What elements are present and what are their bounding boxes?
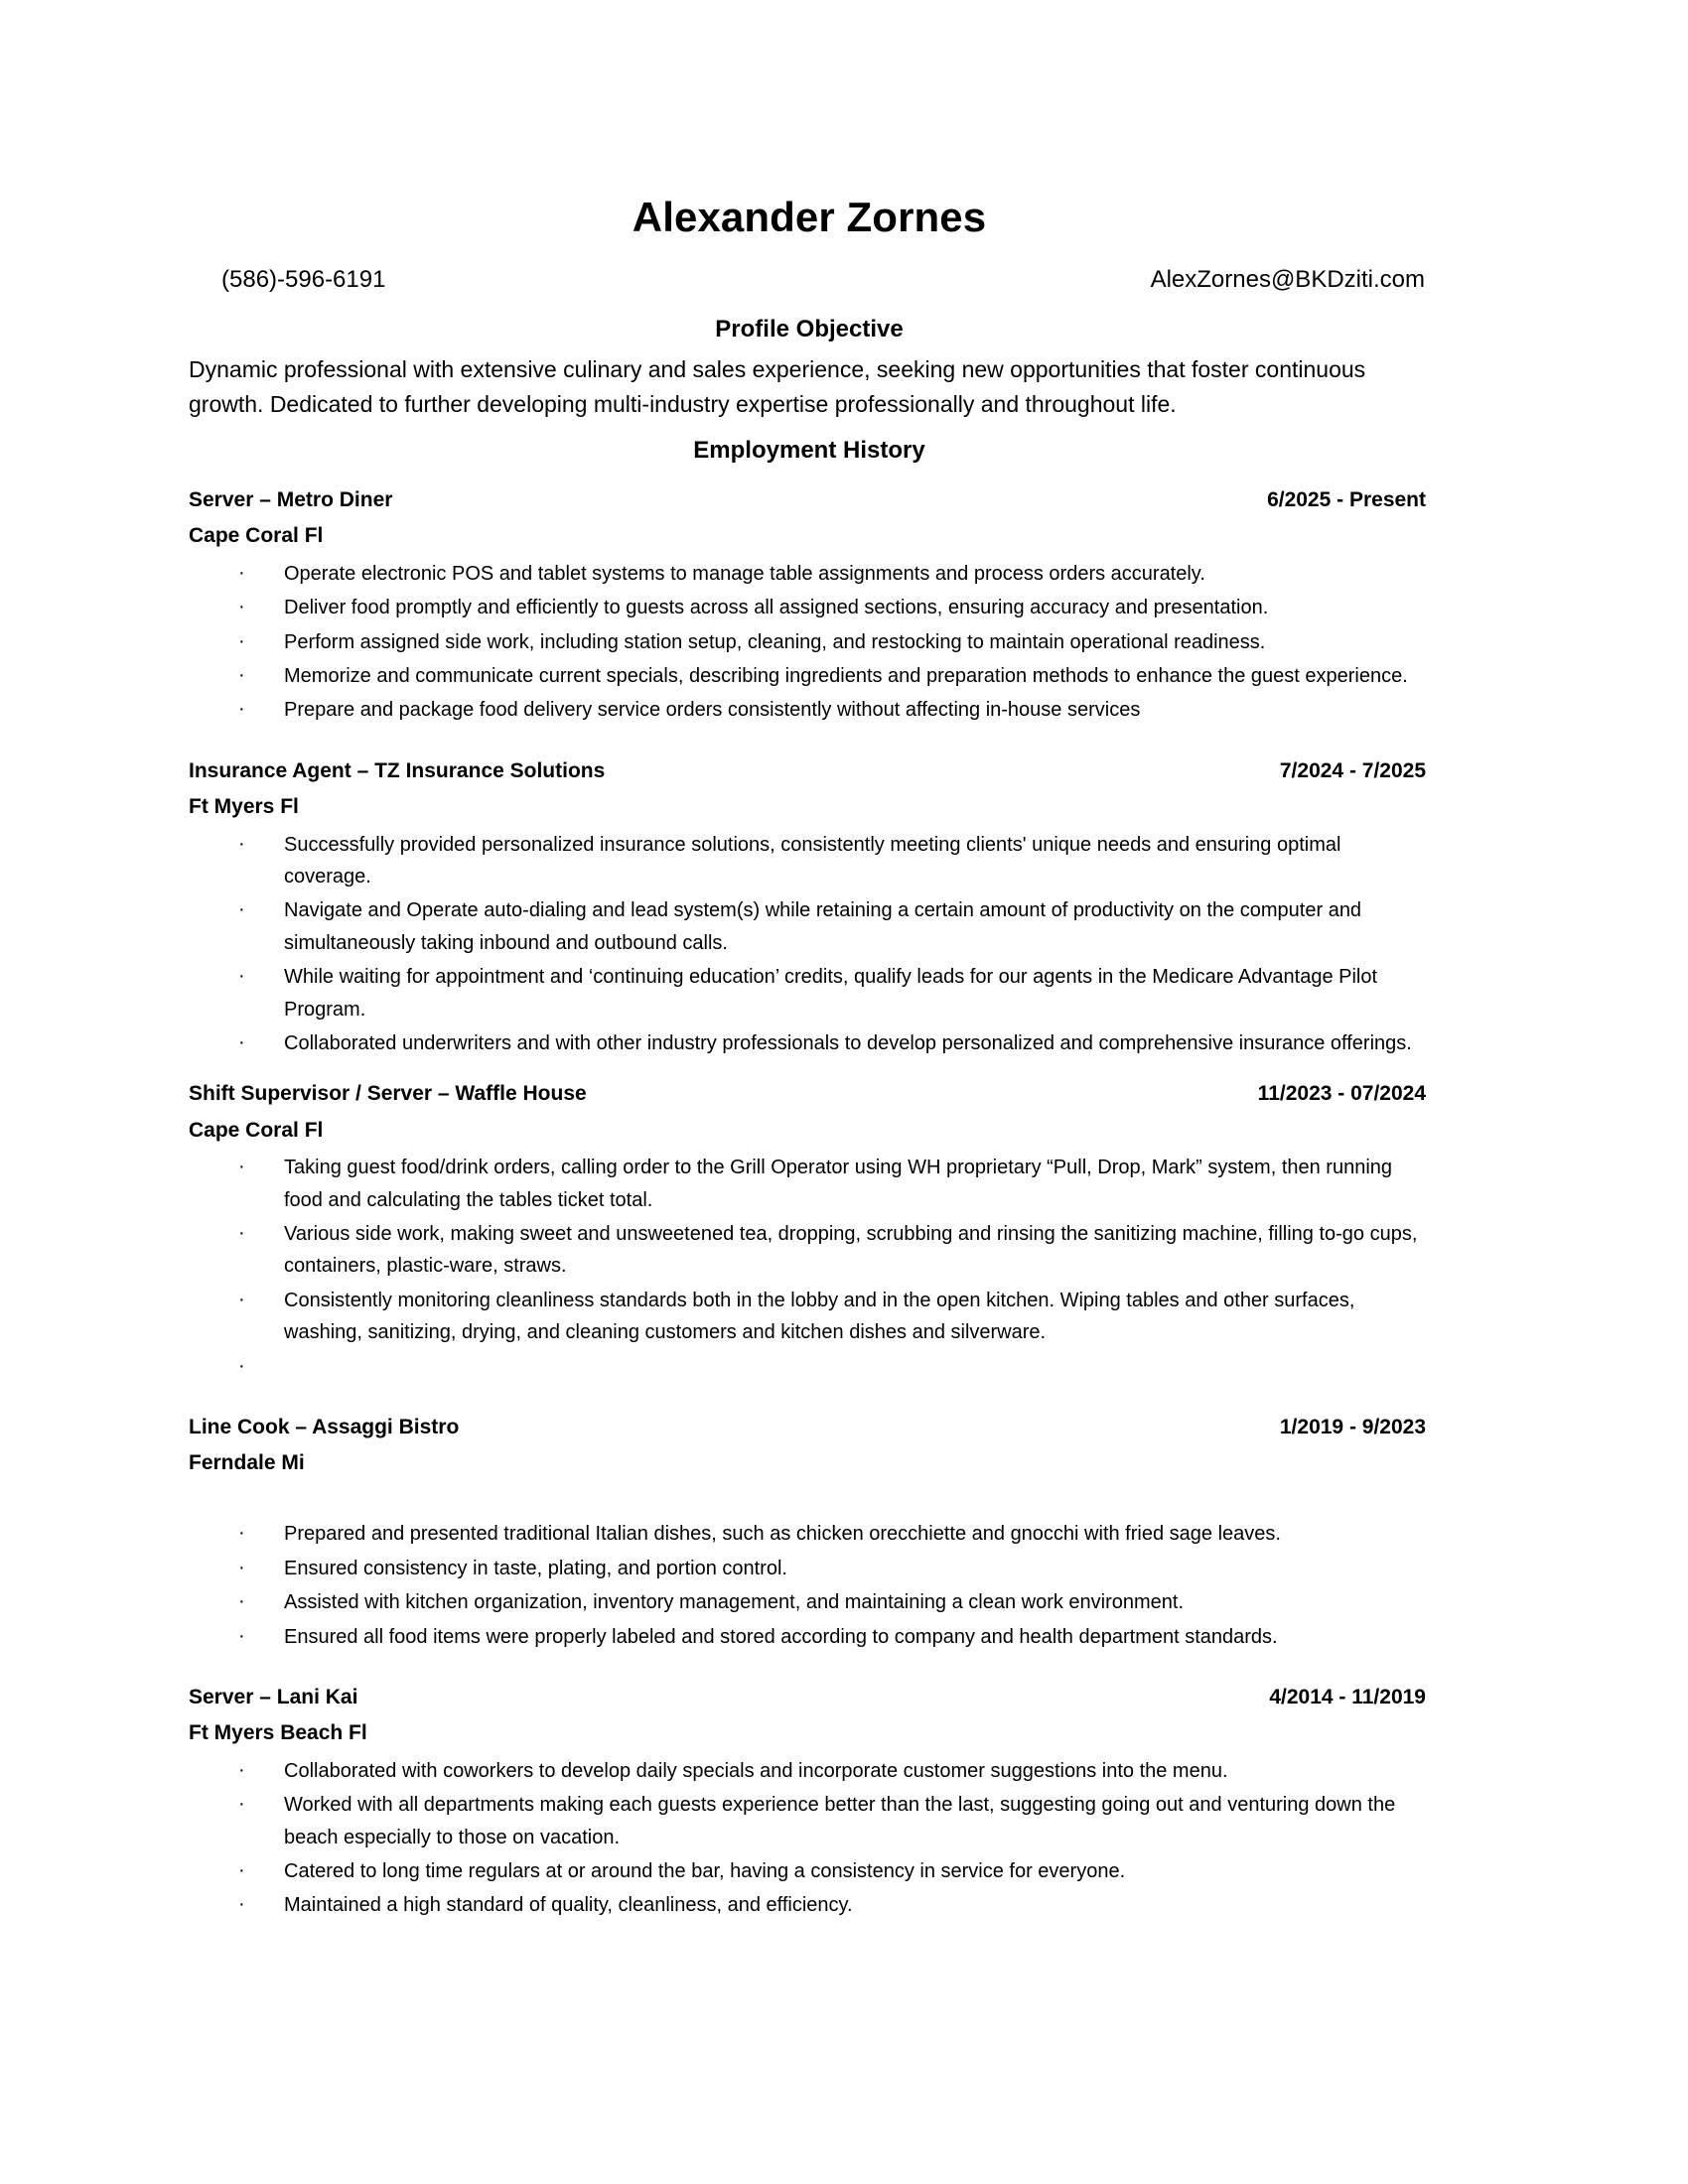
job-bullet [189, 1855, 1430, 1887]
job-bullet-list [189, 558, 1430, 727]
job-bullet-text: Various side work, making sweet and unsweetened tea, dropping, scrubbing and rinsing the sanitizing machine, filling to-go cups, containers, plastic-ware, straws. [284, 1222, 1418, 1278]
job-bullet-text: Prepared and presented traditional Italian dishes, such as chicken orecchiette and gnocchi with fried sage leaves. [284, 1523, 1281, 1546]
bullet-marker-icon: · [238, 596, 245, 618]
contact-row [189, 266, 1430, 302]
job-entry [189, 1413, 1430, 1683]
job-bullet-list [189, 1755, 1430, 1922]
bullet-marker-icon: · [238, 898, 245, 921]
employment-list [189, 485, 1430, 1942]
job-bullet-text: Taking guest food/drink orders, calling order to the Grill Operator using WH proprietary “Pull, Drop, Mark” system, then running food and calculating the tables ticket total. [284, 1157, 1393, 1211]
job-bullet [189, 1755, 1430, 1787]
job-bullet-text: Consistently monitoring cleanliness standards both in the lobby and in the open kitchen. Wiping tables and other surfaces, washing, sanitizing, drying, and cleaning customers and kitchen dishes and silverware. [284, 1289, 1355, 1344]
job-title: Insurance Agent – TZ Insurance Solutions [189, 758, 606, 782]
job-bullet-text: Ensured consistency in taste, plating, and portion control. [284, 1557, 787, 1579]
spacer [189, 468, 1430, 485]
spacer [189, 1385, 1430, 1413]
job-bullet-text: Collaborated underwriters and with other industry professionals to develop personalized and comprehensive insurance offerings. [284, 1031, 1412, 1054]
bullet-marker-icon: · [238, 1288, 245, 1310]
job-bullet-text: Worked with all departments making each guests experience better than the last, suggesting going out and venturing down the beach especially to those on vacation. [284, 1794, 1396, 1848]
bullet-marker-icon: · [238, 965, 245, 988]
job-bullet-text: Navigate and Operate auto-dialing and lead system(s) while retaining a certain amount of productivity on the computer and simultaneously taking inbound and outbound calls. [284, 899, 1362, 954]
job-dates: 7/2024 - 7/2025 [1279, 758, 1426, 782]
job-bullet [189, 1218, 1430, 1283]
job-bullet-list [189, 1152, 1430, 1382]
job-bullet-text: Maintained a high standard of quality, cleanliness, and efficiency. [284, 1894, 853, 1917]
job-bullet [189, 1518, 1430, 1550]
job-location: Ft Myers Fl [189, 795, 299, 819]
job-bullet-text: Successfully provided personalized insurance solutions, consistently meeting clients' unique needs and ensuring optimal coverage. [284, 833, 1341, 887]
job-bullet-text: Perform assigned side work, including station setup, cleaning, and restocking to maintain operational readiness. [284, 630, 1266, 653]
job-bullet-list [189, 1518, 1430, 1653]
spacer [189, 729, 1430, 756]
job-bullet [189, 1152, 1430, 1216]
bullet-marker-icon: · [238, 698, 245, 721]
spacer [189, 1924, 1430, 1942]
job-bullet [189, 1789, 1430, 1853]
job-location: Ferndale Mi [189, 1450, 305, 1474]
job-bullet-text: While waiting for appointment and ‘continuing education’ credits, qualify leads for our agents in the Medicare Advantage Pilot Program. [284, 966, 1378, 1021]
job-bullet [189, 592, 1430, 623]
email-address: AlexZornes@BKDziti.com [1150, 266, 1425, 294]
bullet-marker-icon: · [238, 629, 245, 652]
bullet-marker-icon: · [238, 1758, 245, 1781]
job-entry [189, 1079, 1430, 1412]
job-bullet [189, 1889, 1430, 1921]
candidate-name: Alexander Zornes [632, 194, 987, 240]
bullet-marker-icon: · [238, 1221, 245, 1244]
employment-history-heading: Employment History [693, 437, 925, 465]
bullet-marker-icon: · [238, 663, 245, 686]
profile-objective-heading: Profile Objective [715, 316, 904, 343]
job-dates: 1/2019 - 9/2023 [1279, 1415, 1426, 1438]
spacer [189, 1655, 1430, 1683]
job-bullet-list [189, 829, 1430, 1060]
job-header [189, 1683, 1430, 1712]
job-bullet [189, 694, 1430, 726]
job-header [189, 756, 1430, 786]
job-title: Shift Supervisor / Server – Waffle House [189, 1082, 587, 1106]
job-bullet [189, 626, 1430, 658]
profile-objective-text: Dynamic professional with extensive culinary and sales experience, seeking new opportunities that foster continuous growth. Dedicated to further developing multi-industry expertise professionally and throughout life. [189, 355, 1366, 417]
job-dates: 6/2025 - Present [1267, 487, 1426, 511]
job-bullet-text: Collaborated with coworkers to develop daily specials and incorporate customer suggestions into the menu. [284, 1759, 1228, 1782]
phone-number: (586)-596-6191 [221, 266, 386, 294]
bullet-marker-icon: · [238, 561, 245, 584]
job-location: Ft Myers Beach Fl [189, 1721, 367, 1745]
job-header [189, 1413, 1430, 1442]
job-bullet-text: Prepare and package food delivery service orders consistently without affecting in-house services [284, 699, 1141, 722]
job-bullet [189, 1553, 1430, 1584]
job-entry [189, 485, 1430, 756]
job-dates: 11/2023 - 07/2024 [1257, 1082, 1426, 1106]
job-entry [189, 756, 1430, 1080]
job-dates: 4/2014 - 11/2019 [1269, 1685, 1426, 1708]
job-bullet [189, 558, 1430, 590]
spacer [189, 1061, 1430, 1079]
job-entry [189, 1683, 1430, 1942]
job-bullet-text: Memorize and communicate current specials, describing ingredients and preparation methods to enhance the guest experience. [284, 664, 1408, 687]
bullet-marker-icon: · [238, 1156, 245, 1178]
job-header [189, 1079, 1430, 1109]
job-bullet [189, 1621, 1430, 1653]
bullet-marker-icon: · [238, 1030, 245, 1053]
job-bullet [189, 1285, 1430, 1349]
job-bullet [189, 660, 1430, 692]
bullet-marker-icon: · [238, 1793, 245, 1816]
bullet-marker-icon: · [238, 1522, 245, 1545]
job-location: Cape Coral Fl [189, 1118, 324, 1142]
bullet-marker-icon: · [238, 1556, 245, 1578]
bullet-marker-icon: · [238, 1354, 245, 1377]
bullet-marker-icon: · [238, 1893, 245, 1916]
bullet-marker-icon: · [238, 1859, 245, 1882]
job-bullet-text: Catered to long time regulars at or around the bar, having a consistency in service for everyone. [284, 1860, 1126, 1883]
job-bullet-text: Assisted with kitchen organization, inventory management, and maintaining a clean work environment. [284, 1591, 1185, 1614]
resume-content [189, 0, 1430, 1942]
job-bullet [189, 829, 1430, 893]
job-bullet-text: Operate electronic POS and tablet systems to manage table assignments and process orders accurately. [284, 562, 1205, 585]
job-bullet-text: Deliver food promptly and efficiently to guests across all assigned sections, ensuring accuracy and presentation. [284, 597, 1269, 619]
bullet-marker-icon: · [238, 832, 245, 855]
job-title: Server – Metro Diner [189, 487, 393, 511]
job-bullet [189, 961, 1430, 1025]
bullet-marker-icon: · [238, 1590, 245, 1613]
job-title: Line Cook – Assaggi Bistro [189, 1415, 460, 1438]
spacer [189, 1478, 1430, 1512]
job-location: Cape Coral Fl [189, 524, 324, 548]
bullet-marker-icon: · [238, 1624, 245, 1647]
job-bullet [189, 894, 1430, 959]
job-bullet [189, 1027, 1430, 1059]
job-bullet [189, 1351, 1430, 1383]
job-bullet-text: Ensured all food items were properly labeled and stored according to company and health department standards. [284, 1625, 1278, 1648]
job-title: Server – Lani Kai [189, 1685, 358, 1708]
job-bullet [189, 1586, 1430, 1618]
job-header [189, 485, 1430, 515]
